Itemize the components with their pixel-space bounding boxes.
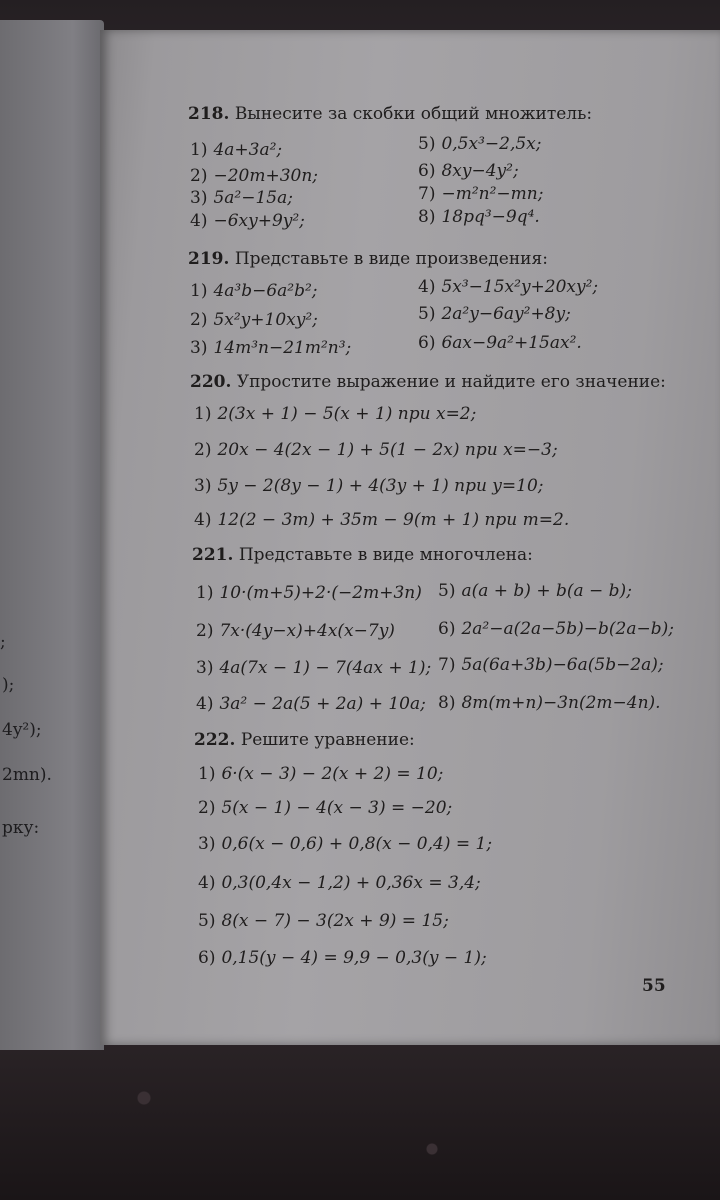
problem-219-title (188, 249, 548, 269)
problem-instruction: Вынесите за скобки общий множитель: (234, 104, 593, 124)
problem-item: 3) 14m³n−21m²n³; (190, 338, 352, 358)
problem-number: 222. (194, 730, 236, 750)
problem-item: 6) 8xy−4y²; (418, 161, 519, 181)
problem-instruction: Представьте в виде многочлена: (238, 545, 533, 565)
problem-item: 3) 5a²−15a; (190, 188, 293, 208)
problem-item: 2) −20m+30n; (190, 166, 319, 186)
problem-item: 6) 0,15(y − 4) = 9,9 − 0,3(y − 1); (198, 948, 487, 968)
problem-item: 1) 10·(m+5)+2·(−2m+3n) (196, 583, 422, 603)
left-fragment: 4y²); (2, 720, 42, 740)
problem-item: 5) 0,5x³−2,5x; (418, 134, 542, 154)
problem-item: 4) 0,3(0,4x − 1,2) + 0,36x = 3,4; (198, 873, 481, 893)
problem-number: 221. (192, 545, 234, 565)
problem-number: 218. (188, 104, 230, 124)
problem-220-title (190, 372, 666, 392)
problem-222-title (194, 730, 415, 750)
problem-221-title (192, 545, 533, 565)
problem-item: 4) 12(2 − 3m) + 35m − 9(m + 1) при m=2. (194, 510, 570, 530)
background-bottom (0, 1030, 720, 1200)
left-fragment: ; (0, 632, 6, 652)
problem-item: 3) 5y − 2(8y − 1) + 4(3y + 1) при y=10; (194, 476, 544, 496)
problem-item: 4) 3a² − 2a(5 + 2a) + 10a; (196, 694, 426, 714)
problem-item: 8) 18pq³−9q⁴. (418, 207, 540, 227)
problem-item: 5) 2a²y−6ay²+8y; (418, 304, 571, 324)
problem-item: 5) 8(x − 7) − 3(2x + 9) = 15; (198, 911, 449, 931)
left-fragment: 2mn). (2, 765, 52, 785)
page-number: 55 (642, 976, 666, 996)
problem-item: 5) a(a + b) + b(a − b); (438, 581, 632, 601)
problem-item: 1) 4a+3a²; (190, 140, 283, 160)
left-fragment: рку: (2, 818, 40, 838)
problem-instruction: Решите уравнение: (240, 730, 415, 750)
problem-item: 1) 2(3x + 1) − 5(x + 1) при x=2; (194, 404, 477, 424)
problem-item: 6) 6ax−9a²+15ax². (418, 333, 582, 353)
problem-item: 7) −m²n²−mn; (418, 184, 544, 204)
problem-item: 1) 6·(x − 3) − 2(x + 2) = 10; (198, 764, 444, 784)
problem-item: 4) 5x³−15x²y+20xy²; (418, 277, 599, 297)
problem-item: 3) 0,6(x − 0,6) + 0,8(x − 0,4) = 1; (198, 834, 493, 854)
problem-number: 219. (188, 249, 230, 269)
problem-instruction: Упростите выражение и найдите его значение: (236, 372, 666, 392)
problem-218-title (188, 104, 592, 124)
problem-item: 8) 8m(m+n)−3n(2m−4n). (438, 693, 661, 713)
problem-item: 3) 4a(7x − 1) − 7(4ax + 1); (196, 658, 432, 678)
problem-item: 4) −6xy+9y²; (190, 211, 305, 231)
problem-item: 2) 7x·(4y−x)+4x(x−7y) (196, 621, 395, 641)
problem-item: 2) 20x − 4(2x − 1) + 5(1 − 2x) при x=−3; (194, 440, 558, 460)
problem-number: 220. (190, 372, 232, 392)
left-fragment: ); (2, 675, 15, 695)
problem-item: 2) 5x²y+10xy²; (190, 310, 318, 330)
problem-item: 6) 2a²−a(2a−5b)−b(2a−b); (438, 619, 674, 639)
problem-item: 7) 5a(6a+3b)−6a(5b−2a); (438, 655, 664, 675)
problem-instruction: Представьте в виде произведения: (234, 249, 548, 269)
problem-item: 2) 5(x − 1) − 4(x − 3) = −20; (198, 798, 453, 818)
problem-item: 1) 4a³b−6a²b²; (190, 281, 318, 301)
left-page (0, 20, 104, 1050)
